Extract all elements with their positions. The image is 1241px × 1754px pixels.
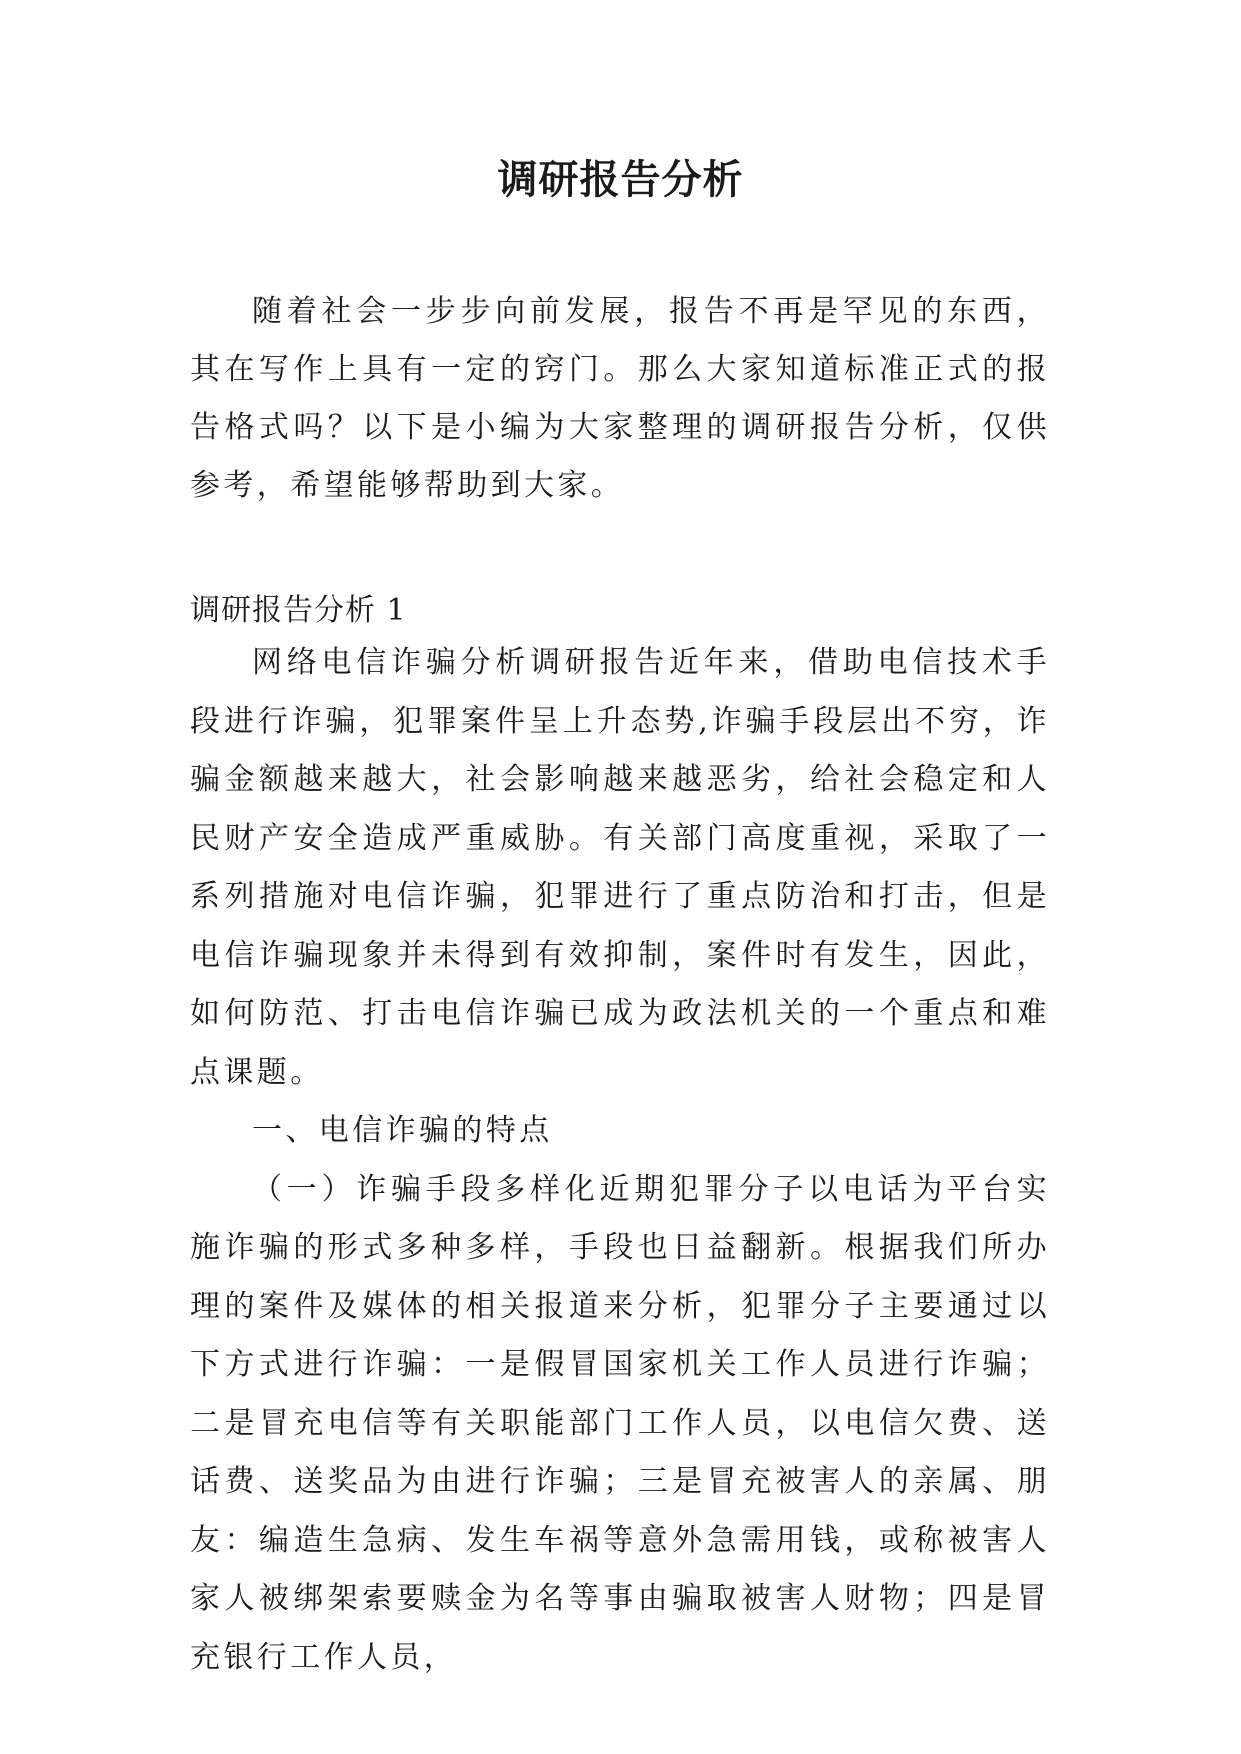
subheading: 一、电信诈骗的特点 — [252, 1113, 553, 1148]
body-paragraph: （一）诈骗手段多样化近期犯罪分子以电话为平台实施诈骗的形式多种多样，手段也日益翻新。根据我们所办理的案件及媒体的相关报道来分析，犯罪分子主要通过以下方式进行诈骗：一是假冒国家机关工作人员进行诈骗；二是冒充电信等有关职能部门工作人员，以电信欠费、送话费、送奖品为由进行诈骗；三是冒充被害人的亲属、朋友：编造生急病、发生车祸等意外急需用钱，或称被害人家人被绑架索要赎金为名等事由骗取被害人财物；四是冒充银行工作人员， — [190, 1171, 1050, 1675]
section-body — [190, 634, 1050, 1687]
document-title: 调研报告分析 — [497, 157, 744, 203]
body-paragraph: 网络电信诈骗分析调研报告近年来，借助电信技术手段进行诈骗，犯罪案件呈上升态势,诈骗手段层出不穷，诈骗金额越来越大，社会影响越来越恶劣，给社会稳定和人民财产安全造成严重威胁。有关部门高度重视，采取了一系列措施对电信诈骗，犯罪进行了重点防治和打击，但是电信诈骗现象并未得到有效抑制，案件时有发生，因此，如何防范、打击电信诈骗已成为政法机关的一个重点和难点课题。 — [190, 645, 1050, 1090]
section-heading: 调研报告分析 1 — [190, 593, 407, 628]
intro-paragraph: 随着社会一步步向前发展，报告不再是罕见的东西，其在写作上具有一定的窍门。那么大家知道标准正式的报告格式吗？以下是小编为大家整理的调研报告分析，仅供参考，希望能够帮助到大家。 — [190, 294, 1050, 503]
